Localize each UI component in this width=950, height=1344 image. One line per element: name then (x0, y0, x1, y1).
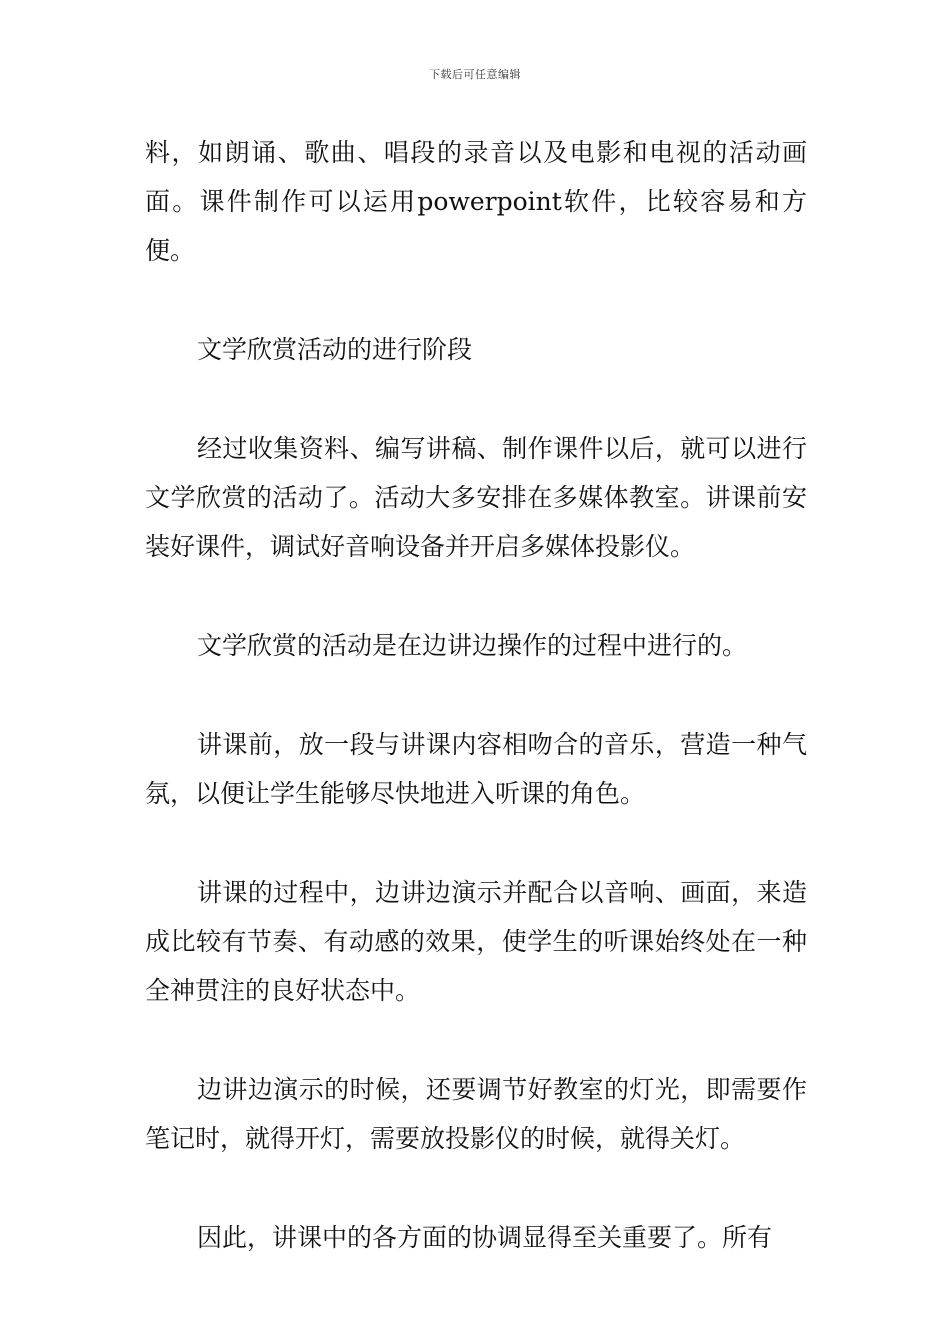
paragraph-gap (145, 818, 807, 868)
paragraph-gap (145, 1015, 807, 1065)
paragraph-3: 经过收集资料、编写讲稿、制作课件以后，就可以进行文学欣赏的活动了。活动大多安排在多媒体教室。讲课前安装好课件，调试好音响设备并开启多媒体投影仪。 (145, 434, 807, 561)
paragraph-gap (145, 571, 807, 621)
page-header: 下载后可任意编辑 (429, 68, 521, 81)
paragraph-gap (145, 374, 807, 424)
paragraph-5: 讲课前，放一段与讲课内容相吻合的音乐，营造一种气氛，以便让学生能够尽快地进入听课的角色。 (145, 730, 807, 808)
paragraph-1: 料，如朗诵、歌曲、唱段的录音以及电影和电视的活动画面。课件制作可以运用powerpoint软件，比较容易和方便。 (145, 138, 807, 265)
paragraph-6: 讲课的过程中，边讲边演示并配合以音响、画面，来造成比较有节奏、有动感的效果，使学生的听课始终处在一种全神贯注的良好状态中。 (145, 878, 807, 1005)
document-body (145, 128, 807, 1262)
paragraph-8: 因此，讲课中的各方面的协调显得至关重要了。所有 (197, 1223, 773, 1252)
paragraph-gap (145, 1163, 807, 1213)
paragraph-gap (145, 670, 807, 720)
section-heading: 文学欣赏活动的进行阶段 (197, 335, 473, 364)
paragraph-gap (145, 275, 807, 325)
paragraph-4: 文学欣赏的活动是在边讲边操作的过程中进行的。 (197, 631, 748, 660)
paragraph-7: 边讲边演示的时候，还要调节好教室的灯光，即需要作笔记时，就得开灯，需要放投影仪的时候，就得关灯。 (145, 1075, 807, 1153)
